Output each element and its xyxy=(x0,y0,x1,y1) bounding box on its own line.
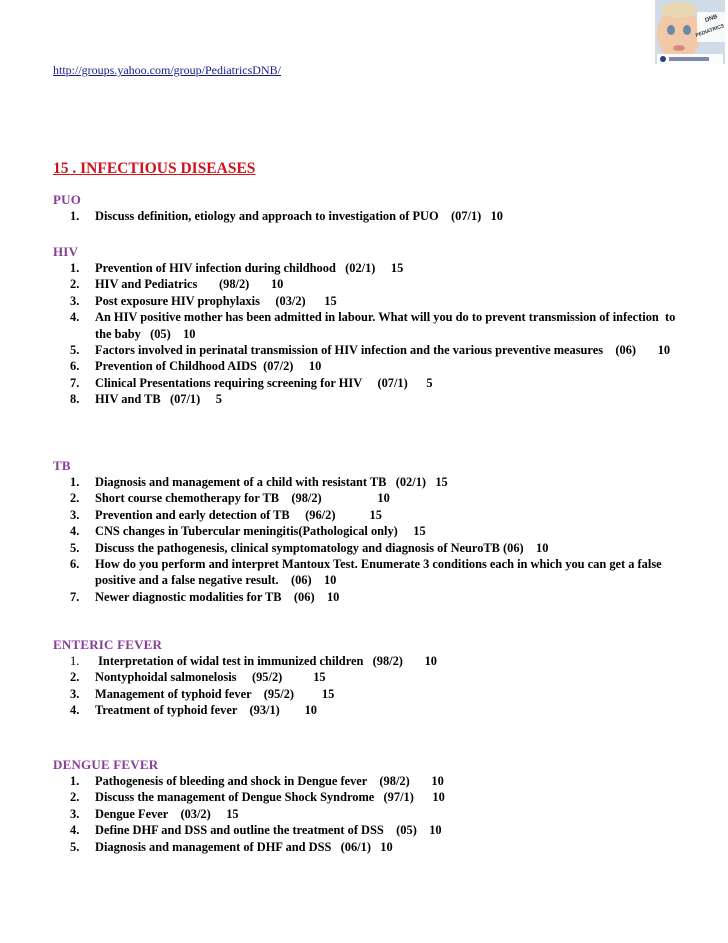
list-item xyxy=(53,773,693,789)
group-url-link[interactable]: http://groups.yahoo.com/group/PediatricsDNB/ xyxy=(53,63,281,77)
section-heading: DENGUE FEVER xyxy=(53,757,159,772)
item-text: Short course chemotherapy for TB (98/2) 10 xyxy=(95,491,390,506)
item-number: 1. xyxy=(70,475,80,489)
item-text: Nontyphoidal salmonelosis (95/2) 15 xyxy=(95,670,326,685)
item-text: Discuss the pathogenesis, clinical symptomatology and diagnosis of NeuroTB (06) 10 xyxy=(95,540,549,555)
question-list xyxy=(53,773,693,855)
list-item xyxy=(53,540,693,556)
list-item xyxy=(53,556,693,589)
baby-photo-logo xyxy=(655,0,725,64)
item-number: 6. xyxy=(70,359,80,374)
list-item xyxy=(53,789,693,805)
list-item xyxy=(53,375,693,391)
item-text: Newer diagnostic modalities for TB (06) 10 xyxy=(95,589,340,604)
item-number: 4. xyxy=(70,524,80,539)
list-item xyxy=(53,686,693,702)
item-number: 6. xyxy=(70,557,80,572)
list-item xyxy=(53,822,693,838)
item-number: 8. xyxy=(70,392,80,407)
list-item xyxy=(53,523,693,539)
item-text: Prevention and early detection of TB (96/2) 15 xyxy=(95,507,382,522)
list-item xyxy=(53,474,693,490)
item-text: Diagnosis and management of a child with resistant TB (02/1) 15 xyxy=(95,475,448,489)
section-heading: TB xyxy=(53,458,71,473)
item-text: HIV and TB (07/1) 5 xyxy=(95,392,222,407)
section-heading: PUO xyxy=(53,192,82,207)
question-list xyxy=(53,208,693,224)
item-text: Discuss the management of Dengue Shock Syndrome (97/1) 10 xyxy=(95,790,445,805)
item-number: 3. xyxy=(70,686,80,701)
section-hiv xyxy=(53,244,693,408)
logo-text-line2: PEDIATRICS xyxy=(694,23,725,39)
list-item xyxy=(53,208,693,224)
list-item xyxy=(53,507,693,523)
item-text: Factors involved in perinatal transmission of HIV infection and the various preventive measures (06) 10 xyxy=(95,343,671,358)
item-number: 4. xyxy=(70,310,80,325)
item-text: Pathogenesis of bleeding and shock in Dengue fever (98/2) 10 xyxy=(95,774,444,788)
list-item xyxy=(53,260,693,276)
list-item xyxy=(53,702,693,718)
item-text: Treatment of typhoid fever (93/1) 10 xyxy=(95,703,317,718)
item-number: 7. xyxy=(70,375,80,390)
item-number: 5. xyxy=(70,343,80,358)
item-text: Interpretation of widal test in immunized children (98/2) 10 xyxy=(95,654,438,668)
item-text: Diagnosis and management of DHF and DSS (06/1) 10 xyxy=(95,839,393,854)
list-item xyxy=(53,358,693,374)
question-list xyxy=(53,653,693,719)
question-list xyxy=(53,474,693,605)
item-text: Management of typhoid fever (95/2) 15 xyxy=(95,686,335,701)
section-enteric-fever xyxy=(53,637,693,719)
item-text: Post exposure HIV prophylaxis (03/2) 15 xyxy=(95,293,337,308)
item-number: 1. xyxy=(70,654,80,668)
list-item xyxy=(53,276,693,292)
item-text: Discuss definition, etiology and approach to investigation of PUO (07/1) 10 xyxy=(95,209,503,223)
list-item xyxy=(53,293,693,309)
item-number: 5. xyxy=(70,540,80,555)
item-number: 4. xyxy=(70,703,80,718)
item-number: 3. xyxy=(70,507,80,522)
item-number: 2. xyxy=(70,790,80,805)
item-number: 2. xyxy=(70,277,80,292)
list-item xyxy=(53,490,693,506)
item-number: 4. xyxy=(70,823,80,838)
item-number: 3. xyxy=(70,806,80,821)
list-item xyxy=(53,839,693,855)
question-list xyxy=(53,260,693,408)
list-item xyxy=(53,342,693,358)
item-number: 1. xyxy=(70,774,80,788)
item-text: Dengue Fever (03/2) 15 xyxy=(95,806,239,821)
item-number: 1. xyxy=(70,261,80,275)
item-text: HIV and Pediatrics (98/2) 10 xyxy=(95,277,284,292)
section-tb xyxy=(53,458,693,605)
item-number: 5. xyxy=(70,839,80,854)
item-number: 7. xyxy=(70,589,80,604)
section-heading: HIV xyxy=(53,244,79,259)
item-number: 3. xyxy=(70,293,80,308)
item-number: 1. xyxy=(70,209,80,223)
section-heading: ENTERIC FEVER xyxy=(53,637,163,652)
section-dengue-fever xyxy=(53,757,693,855)
section-puo xyxy=(53,192,693,224)
item-text: An HIV positive mother has been admitted in labour. What will you do to prevent transmission of infection to the baby (05) 10 xyxy=(95,310,679,341)
list-item xyxy=(53,309,693,342)
page-title: 15 . INFECTIOUS DISEASES xyxy=(53,160,256,177)
list-item xyxy=(53,806,693,822)
logo-text-line1: DNB xyxy=(704,13,719,25)
item-text: Define DHF and DSS and outline the treatment of DSS (05) 10 xyxy=(95,823,442,838)
item-text: Clinical Presentations requiring screening for HIV (07/1) 5 xyxy=(95,375,433,390)
item-text: How do you perform and interpret Mantoux Test. Enumerate 3 conditions each in which you can get a false positive and a false negative result. (06) 10 xyxy=(95,557,665,588)
item-text: CNS changes in Tubercular meningitis(Pathological only) 15 xyxy=(95,524,426,539)
list-item xyxy=(53,391,693,407)
list-item xyxy=(53,589,693,605)
item-number: 2. xyxy=(70,670,80,685)
list-item xyxy=(53,669,693,685)
list-item xyxy=(53,653,693,669)
item-text: Prevention of HIV infection during childhood (02/1) 15 xyxy=(95,261,404,275)
item-number: 2. xyxy=(70,491,80,506)
item-text: Prevention of Childhood AIDS (07/2) 10 xyxy=(95,359,322,374)
